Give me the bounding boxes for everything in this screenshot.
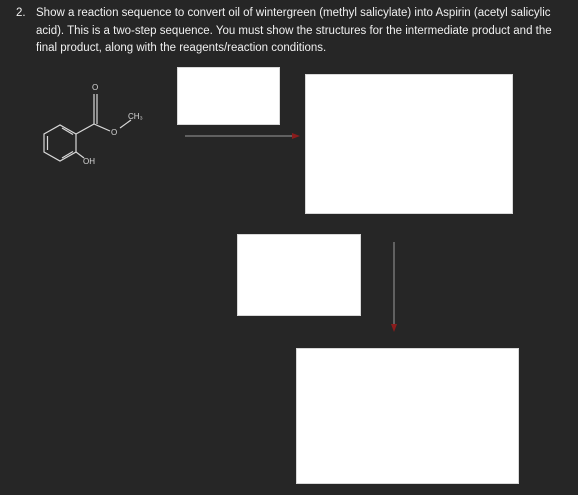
- methyl-label: CH₃: [128, 112, 143, 121]
- carbonyl-oxygen-label: O: [92, 83, 99, 92]
- step2-arrow: [391, 242, 397, 332]
- step1-arrow: [185, 133, 300, 139]
- step1-conditions-box[interactable]: [177, 67, 280, 125]
- methyl-salicylate-structure: [36, 74, 166, 174]
- benzene-ring: [44, 125, 76, 161]
- question-text: Show a reaction sequence to convert oil of wintergreen (methyl salicylate) into Aspirin (acetyl salicylic acid). This is a two-step sequence. You must show the structures for the intermediate product and the final product, along with the reagents/reaction conditions.: [36, 7, 552, 54]
- question-block: [16, 5, 556, 58]
- hydroxyl-label: OH: [83, 157, 95, 166]
- final-product-box[interactable]: [296, 348, 519, 484]
- ester-oxygen-label: O: [111, 128, 118, 137]
- step2-conditions-box[interactable]: [237, 234, 361, 316]
- intermediate-product-box[interactable]: [305, 74, 513, 214]
- question-number: 2.: [16, 7, 26, 19]
